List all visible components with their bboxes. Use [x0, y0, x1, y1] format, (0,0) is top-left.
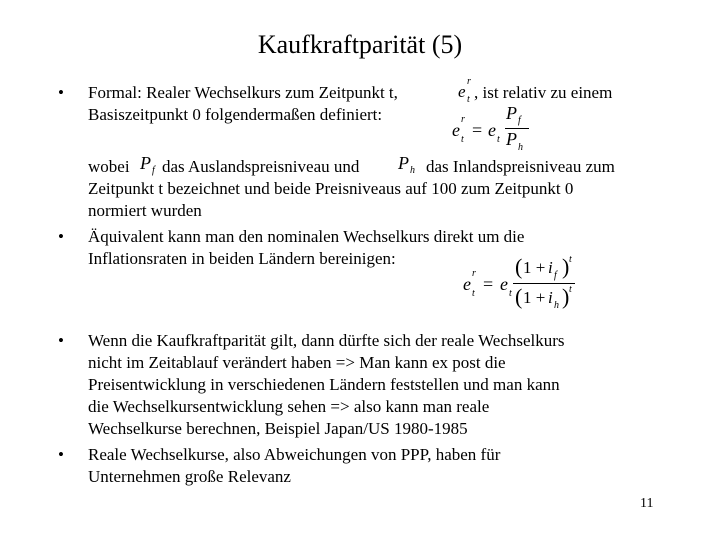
bullet-1-line-1b: , ist relativ zu einem: [474, 83, 613, 102]
formula1-e-real: e: [452, 120, 460, 140]
formula2-num-lparen: (: [515, 254, 523, 279]
formula2-num-i: i: [548, 258, 553, 277]
formula2-num-sup-t: t: [569, 254, 572, 265]
formula2-sub-t-2: t: [509, 288, 512, 299]
formula2-equals: =: [483, 274, 494, 294]
bullet-marker: •: [58, 331, 64, 350]
formula2-den-i: i: [548, 288, 553, 307]
math-sub-f-inline: f: [152, 165, 155, 176]
bullet-3-line-2: nicht im Zeitablauf verändert haben => Man kann ex post die: [88, 353, 506, 372]
math-sub-h-inline: h: [410, 165, 415, 176]
bullet-2-line-2: Inflationsraten in beiden Ländern bereinigen:: [88, 249, 396, 268]
math-sup-r-inline: r: [467, 76, 471, 87]
formula1-equals: =: [472, 120, 483, 140]
formula1-sub-f: f: [518, 115, 521, 126]
bullet-1-line-1a: Formal: Realer Wechselkurs zum Zeitpunkt t,: [88, 83, 398, 102]
bullet-3-line-5: Wechselkurse berechnen, Beispiel Japan/US 1980-1985: [88, 419, 468, 438]
formula2-den-sup-t: t: [569, 284, 572, 295]
bullet-1-line-5: normiert wurden: [88, 201, 202, 220]
formula2-e-nominal: e: [500, 274, 508, 294]
formula2-den-rparen: ): [562, 284, 570, 309]
bullet-3-line-1: Wenn die Kaufkraftparität gilt, dann dürfte sich der reale Wechselkurs: [88, 331, 565, 350]
math-p-home-inline: P: [398, 153, 409, 173]
math-e-inline: e: [458, 82, 466, 101]
bullet-1-line-3c: das Inlandspreisniveau zum: [426, 157, 615, 176]
bullet-1-line-4: Zeitpunkt t bezeichnet und beide Preisniveaus auf 100 zum Zeitpunkt 0: [88, 179, 574, 198]
formula2-num-sub-f: f: [554, 270, 557, 281]
formula2-num-one-plus: 1 +: [523, 258, 546, 277]
formula2-num-rparen: ): [562, 254, 570, 279]
formula2-den-one-plus: 1 +: [523, 288, 546, 307]
bullet-2-line-1: Äquivalent kann man den nominalen Wechselkurs direkt um die: [88, 227, 525, 246]
bullet-marker: •: [58, 445, 64, 464]
formula1-sup-r: r: [461, 114, 465, 125]
page-number: 11: [640, 496, 654, 511]
bullet-4-line-1: Reale Wechselkurse, also Abweichungen von PPP, haben für: [88, 445, 501, 464]
formula2-e-real: e: [463, 274, 471, 294]
math-p-foreign-inline: P: [140, 153, 151, 173]
bullet-marker: •: [58, 227, 64, 246]
formula1-e-nominal: e: [488, 120, 496, 140]
formula1-sub-t: t: [461, 134, 464, 145]
bullet-3-line-4: die Wechselkursentwicklung sehen => also kann man reale: [88, 397, 490, 416]
formula2-den-lparen: (: [515, 284, 523, 309]
formula1-p-home: P: [506, 129, 517, 149]
bullet-1-line-3a: wobei: [88, 157, 130, 176]
formula1-sub-h: h: [518, 142, 523, 153]
bullet-1-line-2: Basiszeitpunkt 0 folgendermaßen definiert:: [88, 105, 383, 124]
formula2-sup-r: r: [472, 268, 476, 279]
formula1-p-foreign: P: [506, 103, 517, 123]
bullet-marker: •: [58, 83, 64, 102]
bullet-4-line-2: Unternehmen große Relevanz: [88, 467, 291, 486]
bullet-1-line-3b: das Auslandspreisniveau und: [162, 157, 360, 176]
formula2-den-sub-h: h: [554, 300, 559, 311]
formula1-sub-t-2: t: [497, 134, 500, 145]
math-sub-t-inline: t: [467, 94, 470, 105]
formula2-sub-t: t: [472, 288, 475, 299]
bullet-3-line-3: Preisentwicklung in verschiedenen Ländern feststellen und man kann: [88, 375, 560, 394]
slide-title: Kaufkraftparität (5): [257, 30, 463, 59]
